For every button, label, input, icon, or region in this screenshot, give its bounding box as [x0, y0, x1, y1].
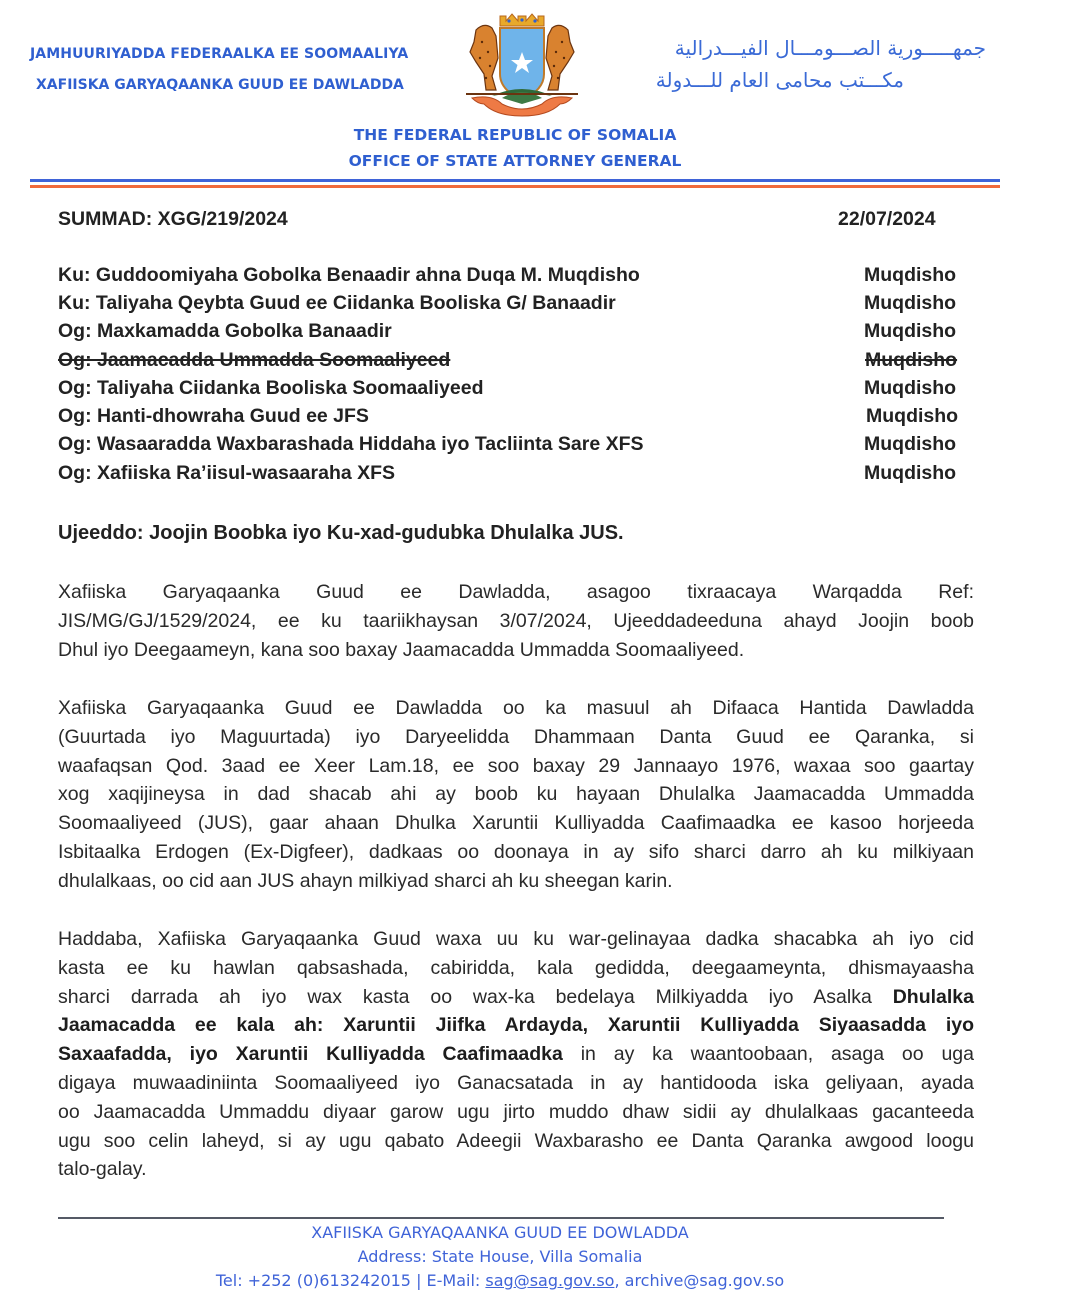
paragraph-line: oo Jaamacadda Ummaddu diyaar garow ugu jirto muddo dhaw sidii ay dhulalkaas gacanteeda — [58, 1100, 974, 1123]
footer-divider — [58, 1217, 944, 1219]
paragraph-line: talo-galay. — [58, 1158, 147, 1181]
footer-tel: Tel: +252 (0)613242015 | E-Mail: — [215, 1271, 486, 1290]
recipient-name: Og: Xafiiska Ra’iisul-wasaaraha XFS — [58, 462, 396, 484]
paragraph-line: waafaqsan Qod. 3aad ee Xeer Lam.18, ee soo baxay 29 Jannaayo 1976, waxaa soo gaartay — [58, 754, 974, 777]
paragraph-line: xog xaqijineysa in dad shacab ahi ay boob ku hayaan Dhulalka Jaamacadda Ummadda — [58, 783, 974, 806]
paragraph-line: Soomaaliyeed (JUS), gaar ahaan Dhulka Xaruntii Kulliyadda Caafimaadka ee kasoo horjeeda — [58, 812, 974, 835]
recipient-city: Muqdisho — [864, 433, 957, 455]
paragraph-line: Xafiiska Garyaqaanka Guud ee Dawladda oo ka masuul ah Difaaca Hantida Dawladda — [58, 697, 974, 719]
header-divider-blue — [30, 179, 1000, 182]
paragraph-line: digaya muwaadiniinta Soomaaliyeed iyo Ganacsatada in ay hantidooda iska geliyaan, ayada — [58, 1071, 974, 1094]
email-archive[interactable]: archive@sag.gov.so — [624, 1271, 785, 1290]
letterhead-arabic-office: مكـــتب محامى العام للـــدولة — [655, 68, 904, 92]
recipient-city: Muqdisho — [865, 349, 958, 371]
recipient-row — [58, 433, 973, 461]
coat-of-arms-icon — [462, 12, 582, 120]
paragraph-line — [58, 1040, 974, 1069]
recipient-row — [58, 405, 973, 433]
footer-contact — [0, 1271, 1000, 1290]
recipient-name: Og: Wasaaradda Waxbarashada Hiddaha iyo Tacliinta Sare XFS — [58, 433, 644, 455]
letterhead-arabic-country: جمهـــــورية الصـــومـــال الفيـــدرالية — [674, 36, 986, 60]
recipient-city: Muqdisho — [864, 320, 957, 342]
paragraph-line: Dhul iyo Deegaameyn, kana soo baxay Jaamacadda Ummadda Soomaaliyeed. — [58, 638, 745, 661]
recipient-name: Ku: Taliyaha Qeybta Guud ee Ciidanka Booliska G/ Banaadir — [58, 292, 616, 314]
recipient-city: Muqdisho — [864, 462, 957, 484]
paragraph-line — [58, 1011, 974, 1040]
recipient-name: Og: Maxkamadda Gobolka Banaadir — [58, 320, 392, 342]
paragraph-bold-text: Jaamacadda ee kala ah: Xaruntii Jiifka Ardayda, Xaruntii Kulliyadda Siyaasadda iyo — [58, 1014, 974, 1037]
recipient-row — [58, 292, 973, 320]
paragraph-line: Isbitaalka Erdogen (Ex-Digfeer), dadkaas oo doonaya in ay sifo sharci darro ah ku milkiyaan — [58, 840, 974, 863]
paragraph-text: in ay ka waantoobaan, asaga oo uga — [562, 1043, 974, 1066]
footer-office: XAFIISKA GARYAQAANKA GUUD EE DOWLADDA — [311, 1223, 689, 1242]
letterhead-somali-office: XAFIISKA GARYAQAANKA GUUD EE DAWLADDA — [36, 77, 404, 93]
paragraph-bold-text: Dhulalka — [892, 985, 974, 1008]
paragraph-text: sharci darrada ah iyo wax kasta oo wax-ka bedelaya Milkiyadda iyo Asalka — [58, 985, 893, 1008]
recipient-name: Ku: Guddoomiyaha Gobolka Benaadir ahna Duqa M. Muqdisho — [58, 264, 640, 286]
paragraph-line: Haddaba, Xafiiska Garyaqaanka Guud waxa uu ku war-gelinayaa dadka shacabka ah iyo cid — [58, 928, 974, 950]
paragraph-line: Xafiiska Garyaqaanka Guud ee Dawladda, asagoo tixraacaya Warqadda Ref: — [58, 581, 974, 603]
recipient-city: Muqdisho — [864, 264, 957, 286]
letterhead-english-office: OFFICE OF STATE ATTORNEY GENERAL — [348, 152, 682, 170]
recipient-row — [58, 264, 973, 292]
letterhead-english-country: THE FEDERAL REPUBLIC OF SOMALIA — [353, 126, 677, 144]
recipient-row — [58, 320, 973, 348]
body-paragraph-1 — [58, 578, 974, 664]
paragraph-line: (Guurtada iyo Maguurtada) iyo Daryeelidda Dhammaan Danta Guud ee Qaranka, si — [58, 725, 974, 748]
recipient-city: Muqdisho — [866, 405, 959, 427]
recipient-row — [58, 462, 973, 490]
paragraph-line: dhulalkaas, oo cid aan JUS ahayn milkiyad sharci ah ku sheegan karin. — [58, 869, 673, 892]
recipient-city: Muqdisho — [864, 377, 957, 399]
footer-address: Address: State House, Villa Somalia — [357, 1247, 643, 1266]
footer-separator: , — [614, 1271, 625, 1290]
recipient-name: Og: Taliyaha Ciidanka Booliska Soomaaliyeed — [58, 377, 484, 399]
reference-number: SUMMAD: XGG/219/2024 — [58, 208, 288, 230]
header-divider-red — [30, 185, 1000, 188]
paragraph-bold-text: Saxaafadda, iyo Xaruntii Kulliyadda Caafimaadka — [58, 1043, 563, 1066]
recipient-name: Og: Jaamacadda Ummadda Soomaaliyeed — [58, 349, 451, 371]
recipient-row-struck — [58, 349, 973, 377]
paragraph-line — [58, 983, 974, 1012]
letterhead-somali-country: JAMHUURIYADDA FEDERAALKA EE SOOMAALIYA — [30, 46, 409, 62]
recipient-row — [58, 377, 973, 405]
body-paragraph-3 — [58, 925, 974, 1184]
recipient-name: Og: Hanti-dhowraha Guud ee JFS — [58, 405, 369, 427]
letter-date: 22/07/2024 — [838, 208, 936, 230]
letter-subject: Ujeeddo: Joojin Boobka iyo Ku-xad-gudubka Dhulalka JUS. — [58, 522, 624, 544]
recipient-city: Muqdisho — [864, 292, 957, 314]
email-link-sag[interactable]: sag@sag.gov.so — [485, 1271, 615, 1290]
body-paragraph-2 — [58, 694, 974, 896]
paragraph-line: JIS/MG/GJ/1529/2024, ee ku taariikhaysan 3/07/2024, Ujeeddadeeduna ahayd Joojin boob — [58, 609, 974, 632]
paragraph-line: ugu soo celin laheyd, si ay ugu qabato Adeegii Waxbarasho ee Danta Qaranka awgood loogu — [58, 1129, 974, 1152]
paragraph-line: kasta ee ku hawlan qabsashada, cabiridda, kala gedidda, deegaameynta, dhismayaasha — [58, 956, 974, 979]
